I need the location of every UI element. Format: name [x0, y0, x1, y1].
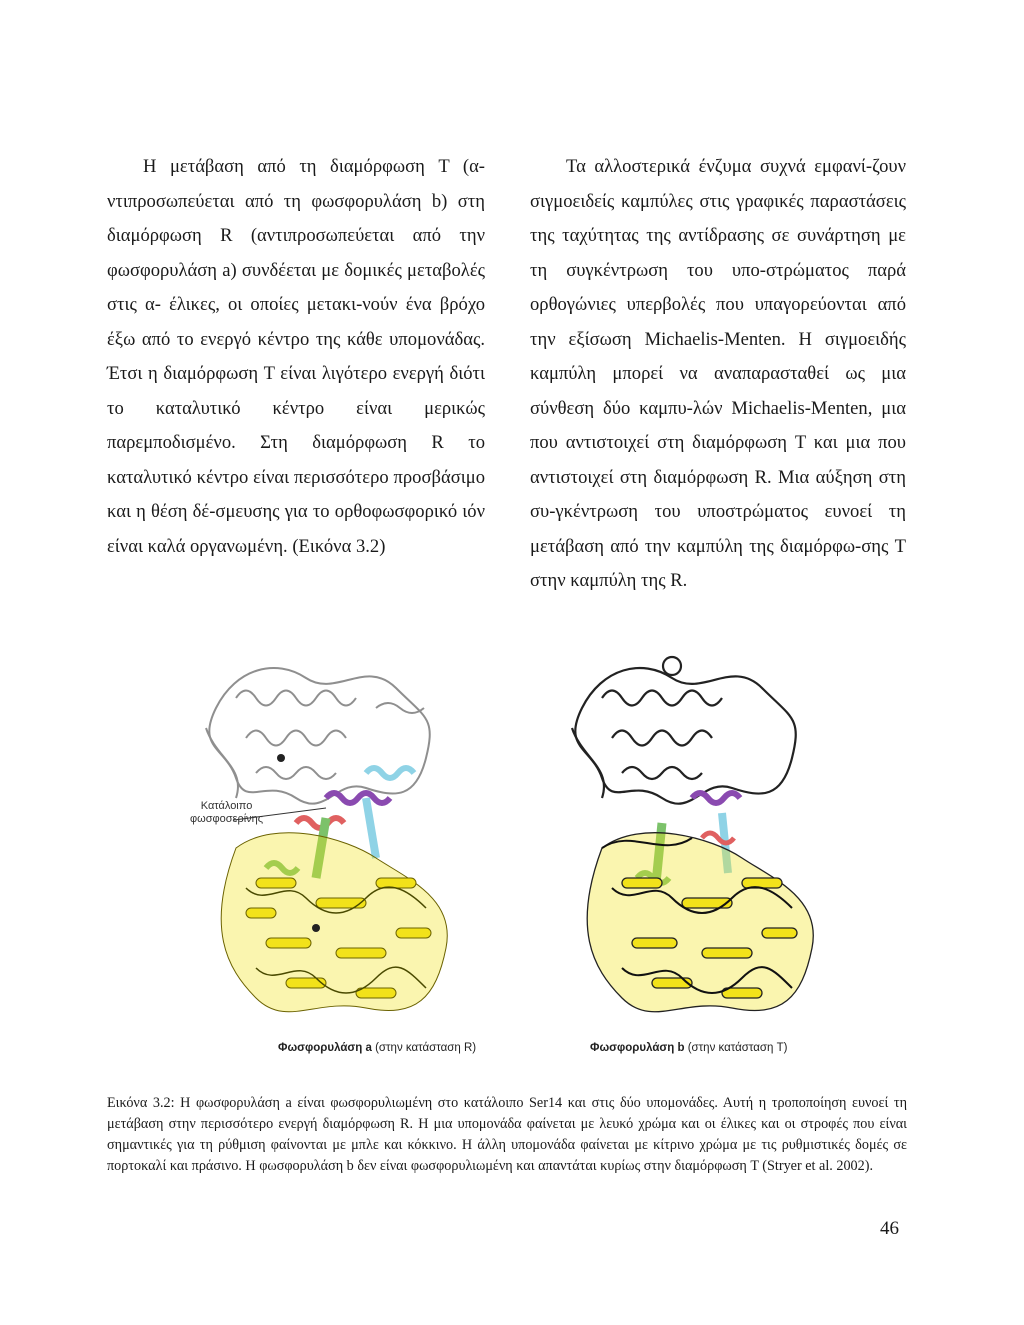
right-text-column — [530, 150, 906, 599]
panel-a-caption — [278, 1042, 476, 1054]
right-paragraph: Τα αλλοστερικά ένζυμα συχνά εμφανί-ζουν σιγμοειδείς καμπύλες στις γραφικές παραστάσεις της ταχύτητας της αντίδρασης σε συνάρτηση με τη συγκέντρωση του υπο-στρώματος παρά ορθογώνιες υπερβολές που υπαγορεύονται από την εξίσωση Michaelis-Menten. Η σιγμοειδής καμπύλη μπορεί να αναπαρασταθεί ως μια σύνθεση δύο καμπυ-λών Michaelis-Menten, μια που αντιστοιχεί στη διαμόρφωση T και μια που αντιστοιχεί στη διαμόρφωση R. Μια αύξηση στη συ-γκέντρωση του υποστρώματος ευνοεί τη μετάβαση από την καμπύλη της διαμόρφω-σης T στην καμπύλη της R. — [530, 156, 906, 591]
panel-b-caption-rest: (στην κατάσταση T) — [684, 1042, 788, 1054]
left-paragraph: Η μετάβαση από τη διαμόρφωση T (α-ντιπροσωπεύεται από τη φωσφορυλάση b) στη διαμόρφωση R (αντιπροσωπεύεται από την φωσφορυλάση a) συνδέεται με δομικές μεταβολές στις α- έλικες, οι οποίες μετακι-νούν ένα βρόχο έξω από το ενεργό κέντρο της κάθε υπομονάδας. Έτσι η διαμόρφωση T είναι λιγότερο ενεργή διότι το καταλυτικό κέντρο είναι μερικώς παρεμποδισμένο. Στη διαμόρφωση R το καταλυτικό κέντρο είναι περισσότερο προσβάσιμο και η θέση δέ-σμευσης για το ορθοφωσφορικό ιόν είναι καλά οργανωμένη. (Εικόνα 3.2) — [107, 156, 485, 557]
panel-b-caption-bold: Φωσφορυλάση b — [590, 1042, 685, 1054]
protein-structure-b-image — [542, 648, 842, 1038]
panel-a-caption-rest: (στην κατάσταση R) — [371, 1042, 477, 1054]
figure-caption: Εικόνα 3.2: Η φωσφορυλάση a είναι φωσφορυλιωμένη στο κατάλοιπο Ser14 και στις δύο υπομονάδες. Αυτή η τροποποίηση ευνοεί τη μετάβαση στην περισσότερο ενεργή διαμόρφωση R. Η μια υπομονάδα φαίνεται με λευκό χρώμα και οι έλικες και οι στροφές που είναι σημαντικές για τη ρύθμιση φαίνονται με μπλε και κόκκινο. Η άλλη υπομονάδα φαίνεται με κίτρινο χρώμα με τις ρυθμιστικές δομές σε πορτοκαλί και πράσινο. Η φωσφορυλάση b δεν είναι φωσφορυλιωμένη και απαντάται κυρίως στην διαμόρφωση T (Stryer et al. 2002). — [107, 1095, 907, 1174]
phosphoserine-label-line2: φωσφοσερίνης — [190, 813, 264, 825]
phosphoserine-label — [190, 800, 263, 826]
page-number: 46 — [880, 1218, 899, 1239]
figure-3-2 — [176, 648, 848, 1068]
left-text-column — [107, 150, 485, 564]
panel-b-caption — [590, 1042, 787, 1054]
phosphoserine-label-line1: Κατάλοιπο — [200, 800, 253, 812]
protein-structure-a-image — [176, 648, 476, 1038]
panel-a-caption-bold: Φωσφορυλάση a — [278, 1042, 372, 1054]
